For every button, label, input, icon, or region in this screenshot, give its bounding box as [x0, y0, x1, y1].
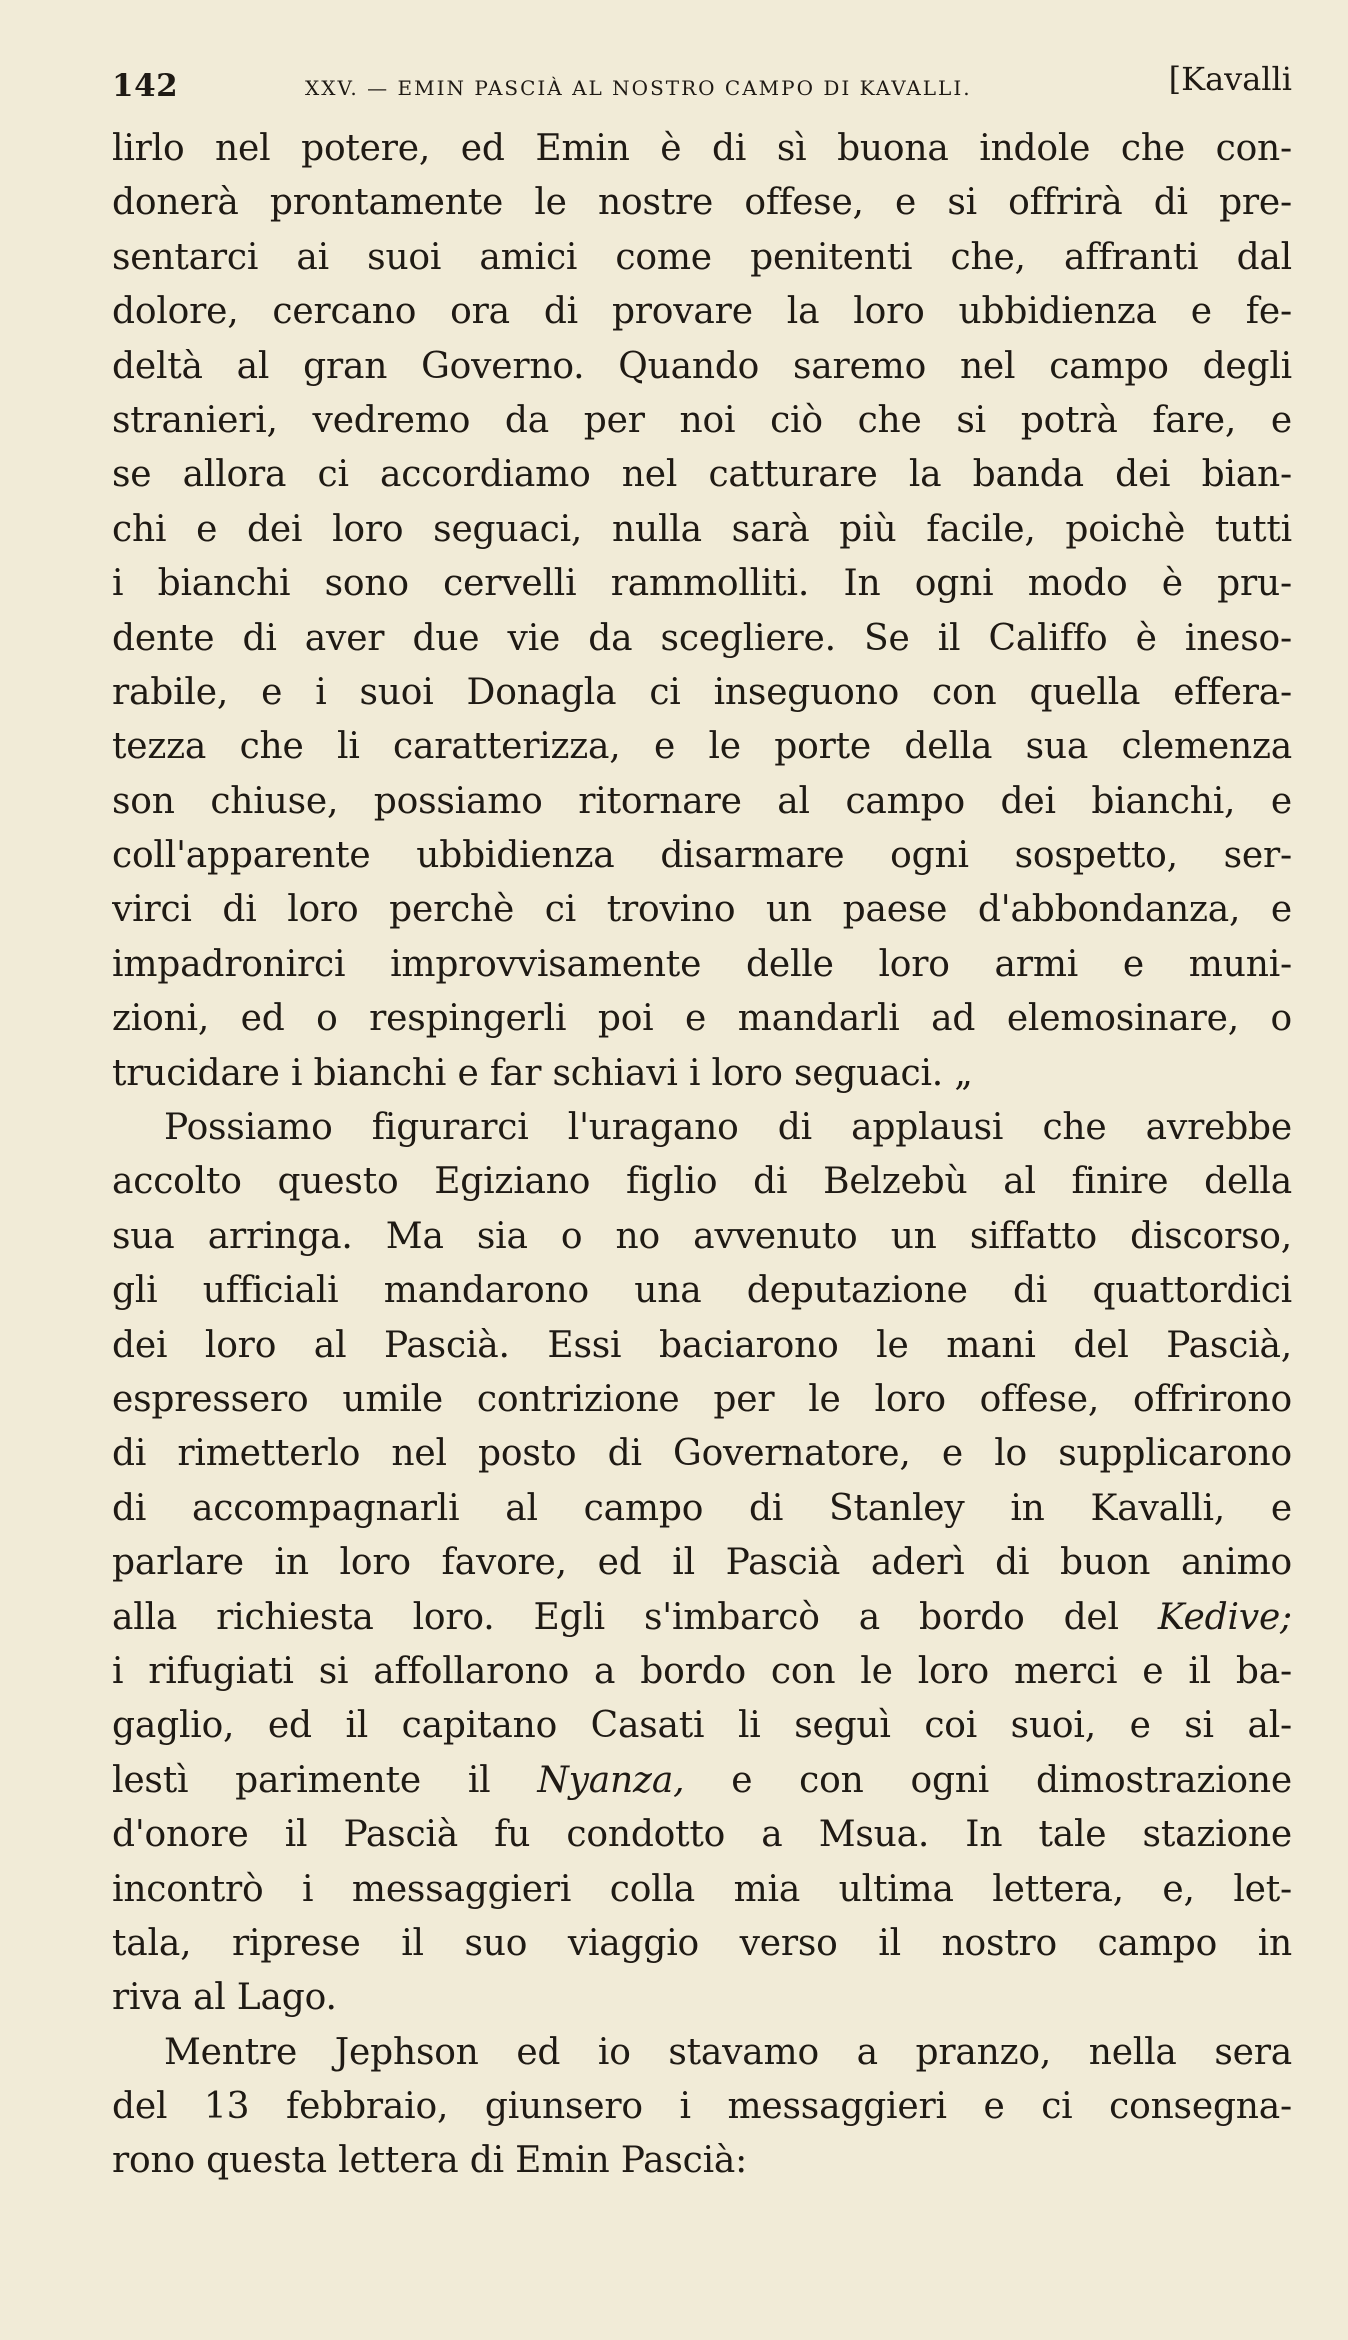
line-text: alla richiesta loro. Egli s'imbarcò a bordo del [112, 1596, 1158, 1638]
chapter-title: XXV. — EMIN PASCIÀ AL NOSTRO CAMPO DI KAVALLI. [305, 76, 972, 100]
line-text: lestì parimente il [112, 1759, 538, 1801]
text-line: dente di aver due vie da scegliere. Se il Califfo è ineso- [112, 617, 1292, 659]
section-mark: [Kavalli [1168, 60, 1292, 98]
text-line: i bianchi sono cervelli rammolliti. In ogni modo è pru- [112, 563, 1292, 605]
text-line: rabile, e i suoi Donagla ci inseguono con quella effera- [112, 671, 1292, 713]
text-line: i rifugiati si affollarono a bordo con le loro merci e il ba- [112, 1650, 1292, 1692]
text-line: gaglio, ed il capitano Casati li seguì coi suoi, e si al- [112, 1705, 1292, 1747]
text-line: sentarci ai suoi amici come penitenti che, affranti dal [112, 236, 1292, 278]
text-line: stranieri, vedremo da per noi ciò che si potrà fare, e [112, 399, 1292, 441]
text-line: donerà prontamente le nostre offese, e si offrirà di pre- [112, 182, 1292, 224]
text-line [112, 1754, 1292, 1808]
text-line: accolto questo Egiziano figlio di Belzebù al finire della [112, 1161, 1292, 1203]
text-line: se allora ci accordiamo nel catturare la banda dei bian- [112, 454, 1292, 496]
text-line: parlare in loro favore, ed il Pascià aderì di buon animo [112, 1542, 1292, 1584]
text-line: espressero umile contrizione per le loro offese, offrirono [112, 1378, 1292, 1420]
text-line: d'onore il Pascià fu condotto a Msua. In tale stazione [112, 1814, 1292, 1856]
page-number: 142 [112, 68, 179, 104]
text-line: di rimetterlo nel posto di Governatore, e lo supplicarono [112, 1433, 1292, 1475]
text-line: tezza che li caratterizza, e le porte della sua clemenza [112, 726, 1292, 768]
text-line: Possiamo figurarci l'uragano di applausi che avrebbe [164, 1107, 1292, 1149]
text-line: rono questa lettera di Emin Pascià: [112, 2140, 748, 2182]
text-line: del 13 febbraio, giunsero i messaggieri e ci consegna- [112, 2086, 1292, 2128]
text-line: trucidare i bianchi e far schiavi i loro seguaci. „ [112, 1052, 973, 1094]
line-text: e con ogni dimostrazione [684, 1759, 1292, 1801]
text-line: incontrò i messaggieri colla mia ultima lettera, e, let- [112, 1868, 1292, 1910]
text-line: coll'apparente ubbidienza disarmare ogni sospetto, ser- [112, 835, 1292, 877]
running-head [112, 60, 1292, 120]
text-line: sua arringa. Ma sia o no avvenuto un siffatto discorso, [112, 1215, 1292, 1257]
text-line: riva al Lago. [112, 1977, 337, 2019]
text-line: impadronirci improvvisamente delle loro armi e muni- [112, 943, 1292, 985]
text-line: dei loro al Pascià. Essi baciarono le mani del Pascià, [112, 1324, 1292, 1366]
text-line: zioni, ed o respingerli poi e mandarli ad elemosinare, o [112, 998, 1292, 1040]
text-line: gli ufficiali mandarono una deputazione di quattordici [112, 1270, 1292, 1312]
text-line: lirlo nel potere, ed Emin è di sì buona indole che con- [112, 128, 1292, 169]
ship-name-nyanza: Nyanza, [537, 1759, 685, 1801]
text-line [112, 1591, 1292, 1645]
text-line: son chiuse, possiamo ritornare al campo dei bianchi, e [112, 780, 1292, 822]
text-line: di accompagnarli al campo di Stanley in Kavalli, e [112, 1487, 1292, 1529]
text-line: deltà al gran Governo. Quando saremo nel campo degli [112, 345, 1292, 387]
ship-name-kedive: Kedive; [1157, 1596, 1292, 1638]
body-text [112, 122, 1292, 2189]
text-line: Mentre Jephson ed io stavamo a pranzo, nella sera [164, 2031, 1292, 2073]
text-line: chi e dei loro seguaci, nulla sarà più facile, poichè tutti [112, 508, 1292, 550]
text-line: tala, riprese il suo viaggio verso il nostro campo in [112, 1922, 1292, 1964]
text-line: virci di loro perchè ci trovino un paese d'abbondanza, e [112, 889, 1292, 931]
text-line: dolore, cercano ora di provare la loro ubbidienza e fe- [112, 291, 1292, 333]
